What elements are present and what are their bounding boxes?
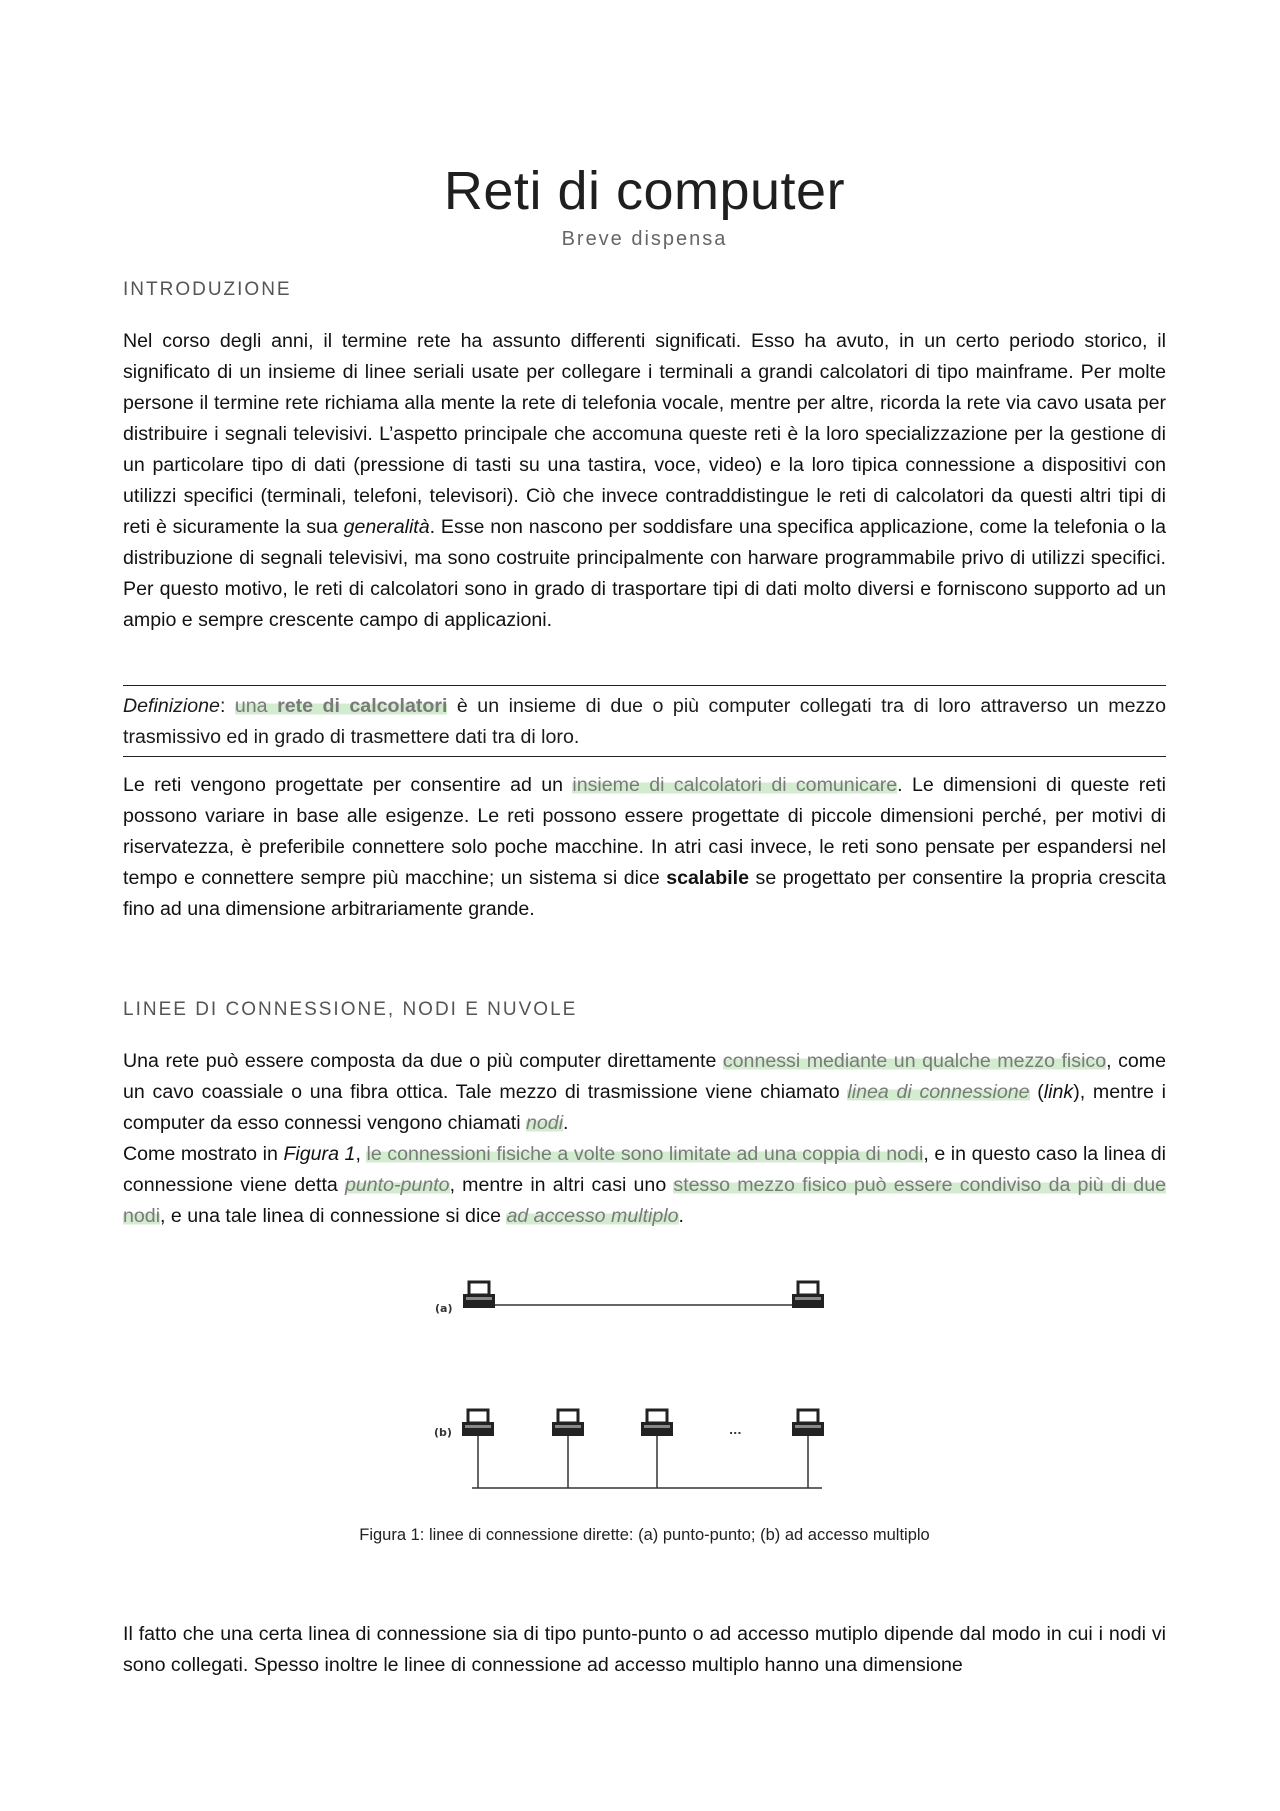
computer-icon xyxy=(462,1410,494,1436)
text-run: . Le dimensioni di queste reti possono variare in base alle esigenze. Le reti possono essere progettate di piccole dimensioni perché, per motivi di riservatezza, è preferibile connettere solo poche macchine. In atri casi invece, le reti sono pensate per espandersi nel tempo e connettere sempre più macchine; un sistema si dice xyxy=(123,774,1167,889)
text-run: se progettato per consentire la propria crescita fino ad una dimensione arbitrariamente grande. xyxy=(123,867,1167,920)
term-link: link xyxy=(1043,1081,1074,1103)
document-subtitle: Breve dispensa xyxy=(561,228,728,250)
computer-icon xyxy=(552,1410,584,1436)
figure-label-a: (a) xyxy=(435,1302,453,1315)
highlight: insieme di calcolatori di comunicare xyxy=(572,774,898,796)
intro-paragraph-1 xyxy=(123,326,1166,636)
highlight: connessi mediante un qualche mezzo fisico xyxy=(722,1050,1107,1072)
text-run: Una rete può essere composta da due o più computer direttamente xyxy=(123,1050,723,1072)
term-linea-di-connessione: linea di connessione xyxy=(847,1081,1030,1103)
term-scalabile: scalabile xyxy=(666,867,750,889)
computer-icon xyxy=(792,1410,824,1436)
text-run: , e in questo caso la linea di connessione viene detta xyxy=(123,1143,1166,1196)
highlight: stesso mezzo fisico può essere condiviso da più di due nodi xyxy=(123,1174,1166,1227)
text-run: una xyxy=(234,695,278,717)
term-nodi: nodi xyxy=(526,1112,564,1134)
text-run: : xyxy=(219,695,235,717)
definition-text xyxy=(123,691,1166,753)
section-heading-intro: INTRODUZIONE xyxy=(123,279,292,300)
intro-paragraph-2 xyxy=(123,770,1166,925)
text-run: , mentre in altri casi uno xyxy=(449,1174,674,1196)
figure-1-diagram xyxy=(402,1262,890,1494)
computer-icon xyxy=(641,1410,673,1436)
document-title: Reti di computer xyxy=(443,161,846,221)
links-paragraph-3: Il fatto che una certa linea di connessione sia di tipo punto-punto o ad accesso mutiplo dipende dal modo in cui i nodi vi sono collegati. Spesso inoltre le linee di connessione ad accesso multiplo hanno una dimensione xyxy=(123,1623,1166,1676)
section-heading-links: LINEE DI CONNESSIONE, NODI E NUVOLE xyxy=(123,999,578,1020)
highlight: le connessioni fisiche a volte sono limitate ad una coppia di nodi xyxy=(366,1143,924,1165)
computer-icon xyxy=(792,1282,824,1308)
figure-label-b: (b) xyxy=(434,1426,452,1439)
figure-reference: Figura 1 xyxy=(283,1143,356,1165)
text-run: . xyxy=(678,1205,684,1227)
text-run: è un insieme di due o più computer collegati tra di loro attraverso un mezzo trasmissivo ed in grado di trasmettere dati tra di loro. xyxy=(123,695,1166,748)
text-run: Come mostrato in xyxy=(123,1143,284,1165)
text-run: . xyxy=(563,1112,569,1134)
figure-1-caption: Figura 1: linee di connessione dirette: (a) punto-punto; (b) ad accesso multiplo xyxy=(359,1526,930,1544)
term-ad-accesso-multiplo: ad accesso multiplo xyxy=(506,1205,679,1227)
definition-box xyxy=(123,685,1166,757)
computer-icon xyxy=(463,1282,495,1308)
text-run: Nel corso degli anni, il termine rete ha assunto differenti significati. Esso ha avuto, in un certo periodo storico, il significato di un insieme di linee seriali usate per collegare i terminali a grandi calcolatori di tipo mainframe. Per molte persone il termine rete richiama alla mente la rete di telefonia vocale, mentre per altre, ricorda la rete via cavo usata per distribuire i segnali televisivi. L’aspetto principale che accomuna queste reti è la loro specializzazione per la gestione di un particolare tipo di dati (pressione di tasti su una tastira, voce, video) e la loro tipica connessione a dispositivi con utilizzi specifici (terminali, telefoni, televisori). Ciò che invece contraddistingue le reti di calcolatori da questi altri tipi di reti è sicuramente la sua xyxy=(123,330,1166,538)
text-run: , e una tale linea di connessione si dice xyxy=(160,1205,507,1227)
highlight xyxy=(235,695,448,717)
links-paragraph-1 xyxy=(123,1046,1166,1232)
network-diagram xyxy=(402,1262,890,1494)
text-run: , come un cavo coassiale o una fibra ottica. Tale mezzo di trasmissione viene chiamato xyxy=(123,1050,1166,1103)
term-rete-di-calcolatori: rete di calcolatori xyxy=(277,695,448,717)
text-run: ( xyxy=(1029,1081,1044,1103)
definition-label: Definizione xyxy=(123,695,220,717)
text-run: , xyxy=(355,1143,367,1165)
figure-ellipsis: ... xyxy=(729,1424,742,1437)
emphasis-generalita: generalità xyxy=(343,516,430,538)
term-punto-punto: punto-punto xyxy=(344,1174,450,1196)
text-run: . Esse non nascono per soddisfare una specifica applicazione, come la telefonia o la distribuzione di segnali televisivi, ma sono costruite principalmente con harware programmabile privo di utilizzi specifici. Per questo motivo, le reti di calcolatori sono in grado di trasportare tipi di dati molto diversi e forniscono supporto ad un ampio e sempre crescente campo di applicazioni. xyxy=(123,516,1166,631)
text-run: ), mentre i computer da esso connessi vengono chiamati xyxy=(123,1081,1166,1134)
text-run: Le reti vengono progettate per consentire ad un xyxy=(123,774,573,796)
